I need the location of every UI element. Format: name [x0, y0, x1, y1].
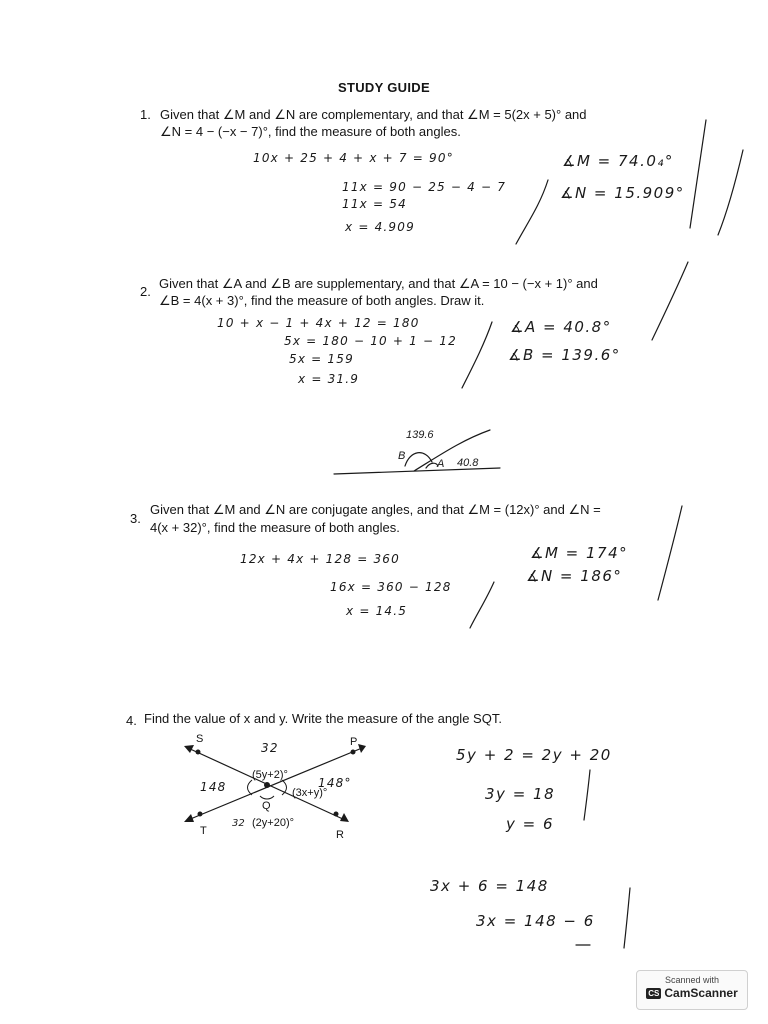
- q4-work-line-2: 3y = 18: [485, 785, 556, 803]
- q4-hw-32-top: 32: [261, 741, 279, 755]
- q1-pen-stroke: [516, 180, 548, 244]
- q3-work-line-2: 16x = 360 − 128: [330, 580, 452, 594]
- q3-answer-m: ∡M = 174°: [530, 544, 629, 562]
- q4-point-t-dot: [198, 812, 203, 817]
- q4-hw-32-bottom: 32: [232, 818, 245, 829]
- q4-point-p: P: [350, 736, 358, 748]
- q1-answer-m: ∡M = 74.0₄°: [562, 152, 674, 170]
- q3-work-line-1: 12x + 4x + 128 = 360: [240, 552, 400, 566]
- q4-work-line-1: 5y + 2 = 2y + 20: [456, 746, 612, 764]
- q2-arc-a: [426, 463, 438, 468]
- q1-pen-stroke: [690, 120, 706, 228]
- q2-diagram-b-label: B: [398, 450, 406, 462]
- q4-arc-bottom: [260, 796, 274, 799]
- q2-work-line-4: x = 31.9: [298, 372, 360, 386]
- q4-pen-stroke: [624, 888, 630, 948]
- q4-point-q: Q: [262, 800, 271, 812]
- question-2-number: 2.: [140, 284, 151, 299]
- q4-hw-148-right: 148°: [318, 776, 352, 790]
- q2-diagram-a-value: 40.8: [457, 457, 479, 469]
- q1-work-line-4: x = 4.909: [345, 220, 415, 234]
- q4-angle-top: (5y+2)°: [252, 769, 288, 781]
- q4-point-s: S: [196, 733, 204, 745]
- q4-hw-148-left: 148: [200, 780, 227, 794]
- q3-work-line-3: x = 14.5: [346, 604, 408, 618]
- question-4-line-1: Find the value of x and y. Write the measure of the angle SQT.: [144, 711, 502, 726]
- question-2-line-1: Given that ∠A and ∠B are supplementary, and that ∠A = 10 − (−x + 1)° and: [159, 276, 598, 291]
- scanned-with-text: Scanned with: [664, 975, 720, 985]
- q3-answer-n: ∡N = 186°: [526, 567, 623, 585]
- q2-work-line-1: 10 + x − 1 + 4x + 12 = 180: [217, 316, 420, 330]
- question-1-line-1: Given that ∠M and ∠N are complementary, and that ∠M = 5(2x + 5)° and: [160, 107, 587, 122]
- question-2-line-2: ∠B = 4(x + 3)°, find the measure of both angles. Draw it.: [159, 293, 485, 308]
- q2-diagram-a-label: A: [437, 458, 445, 470]
- q4-arrow-s: [184, 745, 194, 753]
- q2-arc-b: [405, 453, 432, 466]
- camscanner-brand: [637, 986, 747, 1000]
- q4-pen-stroke: [584, 770, 590, 820]
- q2-work-line-2: 5x = 180 − 10 + 1 − 12: [284, 334, 457, 348]
- q4-point-r: R: [336, 829, 344, 841]
- question-3-number: 3.: [130, 511, 141, 526]
- q4-point-t: T: [200, 825, 207, 837]
- camscanner-logo-icon: CS: [648, 989, 660, 998]
- page-title: STUDY GUIDE: [338, 80, 430, 95]
- camscanner-badge: [636, 970, 748, 1010]
- camscanner-brand-text: CamScanner: [664, 986, 738, 1000]
- q2-pen-stroke: [462, 322, 492, 388]
- question-3-line-1: Given that ∠M and ∠N are conjugate angles, and that ∠M = (12x)° and ∠N =: [150, 502, 601, 517]
- q2-work-line-3: 5x = 159: [289, 352, 354, 366]
- q4-arrow-p: [358, 744, 366, 753]
- q4-arc-left: [248, 780, 253, 795]
- q4-angle-bottom: (2y+20)°: [252, 817, 295, 829]
- q4-work-line-5: 3x = 148 − 6: [476, 912, 595, 930]
- q4-point-r-dot: [334, 812, 339, 817]
- question-4-number: 4.: [126, 713, 137, 728]
- question-3-line-2: 4(x + 32)°, find the measure of both angles.: [150, 520, 400, 535]
- q4-point-s-dot: [196, 750, 201, 755]
- q3-pen-stroke: [470, 582, 494, 628]
- q4-point-q-dot: [264, 782, 270, 788]
- q4-work-line-3: y = 6: [506, 815, 555, 833]
- q4-angle-right: (3x+y)°: [292, 787, 328, 799]
- q4-arrow-t: [184, 814, 194, 822]
- question-1-line-2: ∠N = 4 − (−x − 7)°, find the measure of both angles.: [160, 124, 461, 139]
- q2-answer-a: ∡A = 40.8°: [510, 318, 612, 336]
- q2-pen-stroke: [652, 262, 688, 340]
- q1-work-line-1: 10x + 25 + 4 + x + 7 = 90°: [253, 151, 454, 165]
- q1-work-line-3: 11x = 54: [342, 197, 407, 211]
- q2-diagram-b-value: 139.6: [406, 429, 434, 441]
- q3-pen-stroke: [658, 506, 682, 600]
- q2-ray: [414, 430, 490, 471]
- question-number: 1.: [140, 107, 151, 122]
- q1-answer-n: ∡N = 15.909°: [560, 184, 685, 202]
- q4-work-line-4: 3x + 6 = 148: [430, 877, 549, 895]
- q4-point-p-dot: [351, 750, 356, 755]
- q4-arrow-r: [340, 813, 349, 822]
- q1-work-line-2: 11x = 90 − 25 − 4 − 7: [342, 180, 507, 194]
- q2-answer-b: ∡B = 139.6°: [508, 346, 621, 364]
- q1-pen-stroke: [718, 150, 743, 235]
- q4-line-pt: [188, 748, 362, 820]
